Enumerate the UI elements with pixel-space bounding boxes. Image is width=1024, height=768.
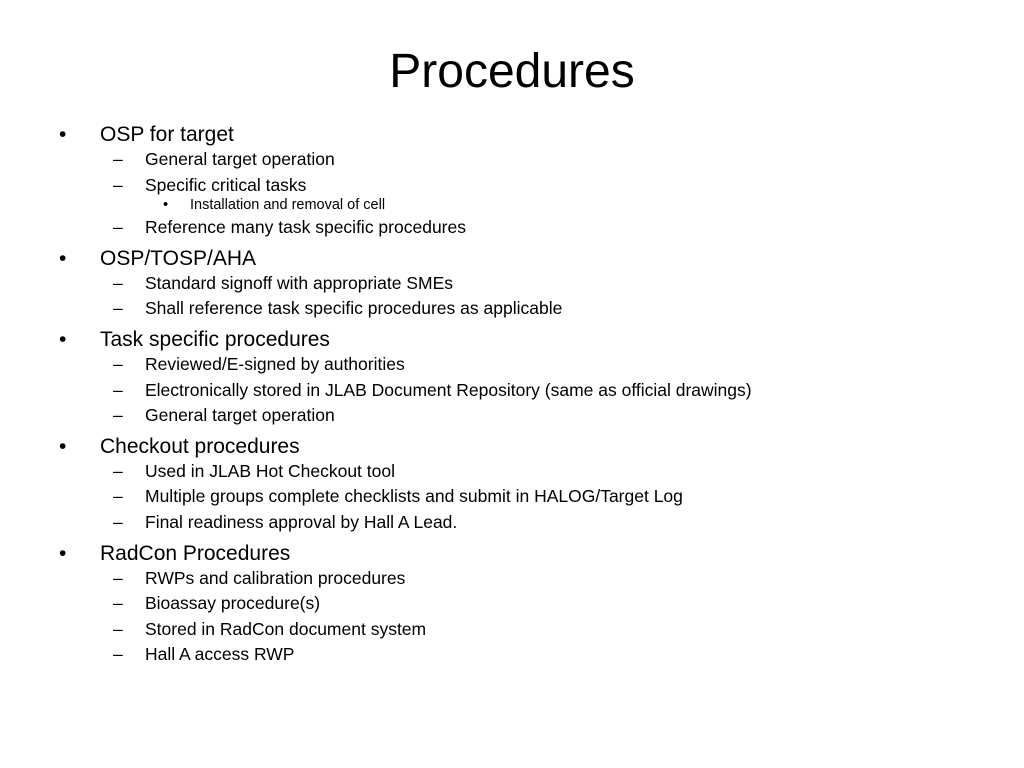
bullet-level2-text: Electronically stored in JLAB Document Repository (same as official drawings) <box>145 379 752 400</box>
bullet-dash-icon: – <box>113 354 123 374</box>
bullet-level1-text: Task specific procedures <box>100 328 330 351</box>
bullet-level1-text: OSP/TOSP/AHA <box>100 246 256 270</box>
bullet-level2-text: General target operation <box>145 405 335 426</box>
bullet-dash-icon: – <box>113 618 123 639</box>
bullet-dash-icon: – <box>113 486 123 507</box>
bullet-level1-text: Checkout procedures <box>100 434 300 458</box>
bullet-dash-icon: – <box>113 644 123 665</box>
bullet-dash-icon: – <box>113 405 123 426</box>
bullet-level2-text: Reviewed/E-signed by authorities <box>145 354 405 374</box>
bullet-level2-text: Reference many task specific procedures <box>145 217 466 238</box>
bullet-level2-text: General target operation <box>145 149 335 169</box>
bullet-level2-text: Used in JLAB Hot Checkout tool <box>145 460 395 481</box>
bullet-dash-icon: – <box>113 174 123 195</box>
bullet-dash-icon: – <box>113 460 123 481</box>
bullet-level1-text: OSP for target <box>100 123 234 146</box>
bullet-level2-text: Hall A access RWP <box>145 644 295 665</box>
bullet-dot-small-icon: • <box>163 197 169 214</box>
bullet-dot-icon: • <box>59 541 67 565</box>
bullet-level2-text: RWPs and calibration procedures <box>145 567 406 588</box>
bullet-dot-icon: • <box>59 246 67 270</box>
bullet-level2-text: Shall reference task specific procedures as applicable <box>145 298 563 319</box>
bullet-level2-text: Standard signoff with appropriate SMEs <box>145 272 454 293</box>
bullet-dash-icon: – <box>113 567 123 588</box>
bullet-dash-icon: – <box>113 217 123 238</box>
bullet-dash-icon: – <box>113 512 123 532</box>
bullet-dash-icon: – <box>113 298 123 319</box>
bullet-dash-icon: – <box>113 379 123 400</box>
bullet-dot-icon: • <box>59 434 67 458</box>
bullet-dash-icon: – <box>113 593 123 614</box>
bullet-level2-text: Specific critical tasks <box>145 174 307 195</box>
bullet-level1-text: RadCon Procedures <box>100 541 291 565</box>
bullet-level2-text: Final readiness approval by Hall A Lead. <box>145 512 458 532</box>
bullet-dot-icon: • <box>59 123 67 146</box>
bullet-level3-text: Installation and removal of cell <box>190 197 386 214</box>
slide-title: Procedures <box>389 45 635 98</box>
bullet-level2-text: Stored in RadCon document system <box>145 618 427 639</box>
bullet-dot-icon: • <box>59 328 67 351</box>
bullet-level2-text: Bioassay procedure(s) <box>145 593 321 614</box>
bullet-dash-icon: – <box>113 272 123 293</box>
bullet-level2-text: Multiple groups complete checklists and submit in HALOG/Target Log <box>145 486 683 507</box>
bullet-dash-icon: – <box>113 149 123 169</box>
